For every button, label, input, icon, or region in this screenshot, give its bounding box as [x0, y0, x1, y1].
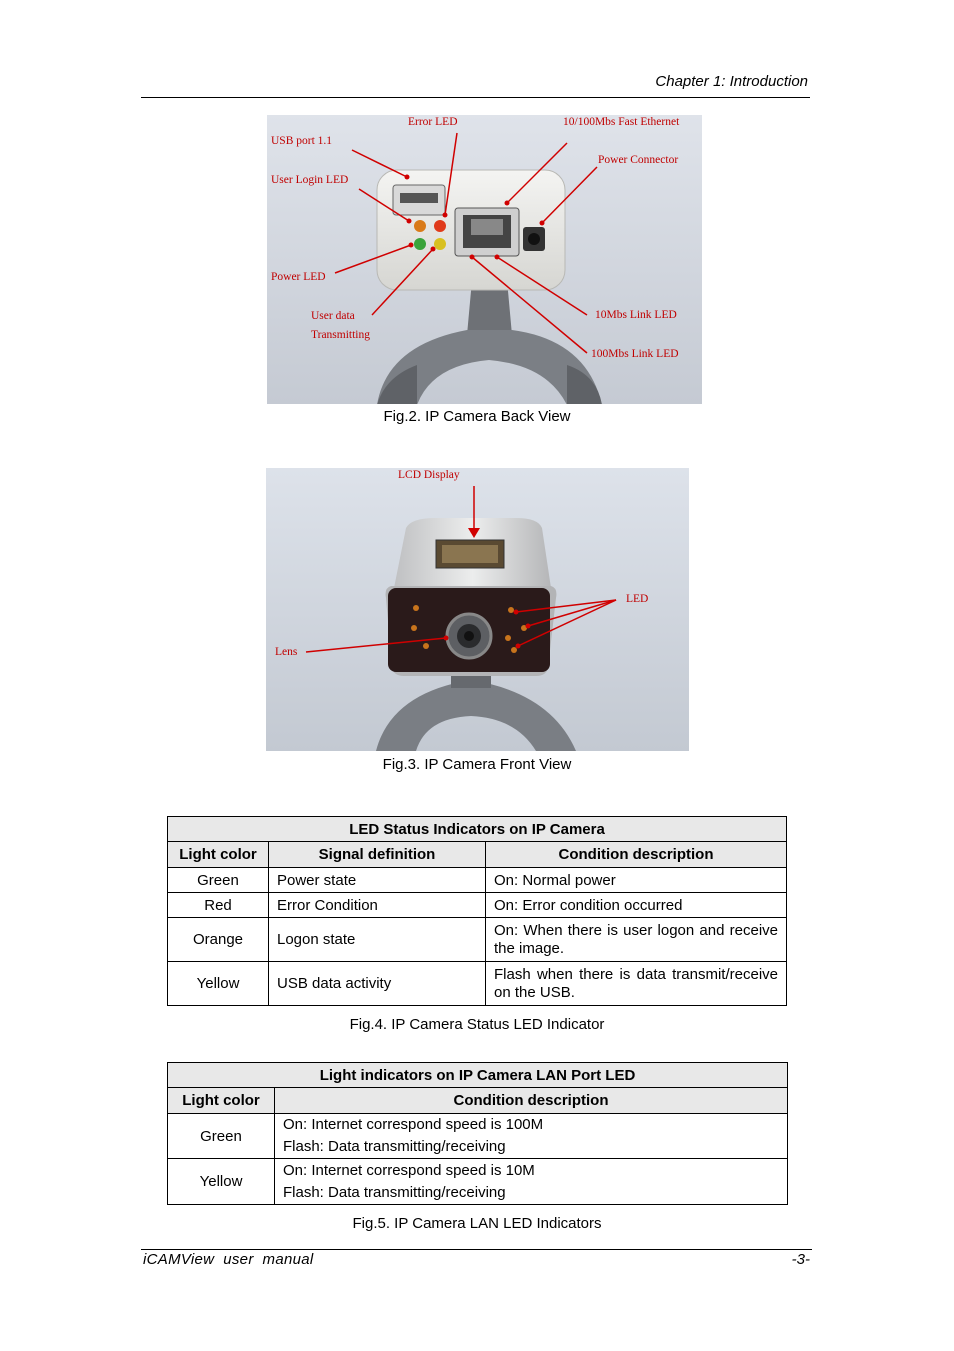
fig4-caption: Fig.4. IP Camera Status LED Indicator: [349, 1016, 605, 1033]
led-header-color: Light color: [168, 842, 269, 868]
lan-row-on-text: On: Internet correspond speed is 100M: [283, 1116, 544, 1133]
table-row: [168, 868, 787, 893]
callout-lens: Lens: [275, 646, 298, 658]
led-row-color: Red: [168, 893, 269, 918]
led-status-table: [167, 816, 787, 1006]
callout-power-connector: Power Connector: [598, 154, 679, 166]
lan-header-color: Light color: [168, 1088, 275, 1114]
callout-lcd-display: LCD Display: [398, 469, 460, 481]
fig2-caption: Fig.2. IP Camera Back View: [383, 408, 571, 425]
lan-led-table: [167, 1062, 788, 1205]
footer-manual-title: iCAMView user manual: [143, 1251, 314, 1268]
table-row: [168, 1114, 788, 1159]
lan-row-flash-text: Flash: Data transmitting/receiving: [283, 1183, 506, 1201]
led-row-condition: On: Error condition occurred: [486, 893, 787, 918]
callout-error-led: Error LED: [408, 116, 458, 128]
led-row-color: Yellow: [168, 962, 269, 1006]
callout-usb-port: USB port 1.1: [271, 135, 333, 147]
led-row-signal: Error Condition: [269, 893, 486, 918]
led-row-signal: Logon state: [269, 918, 486, 962]
lan-row-on-text: On: Internet correspond speed is 10M: [283, 1161, 535, 1179]
lan-row-color: Green: [168, 1114, 275, 1159]
callout-fast-ethernet: 10/100Mbs Fast Ethernet: [563, 116, 680, 128]
lan-row-flash-text: Flash: Data transmitting/receiving: [283, 1138, 506, 1155]
front-view-illustration: [266, 468, 689, 751]
callout-100mbs-link-led: 100Mbs Link LED: [591, 348, 679, 360]
callout-user-login-led: User Login LED: [271, 174, 349, 186]
callout-10mbs-link-led: 10Mbs Link LED: [595, 309, 677, 321]
lan-row-condition: [275, 1159, 788, 1205]
led-row-signal: USB data activity: [269, 962, 486, 1006]
callout-led: LED: [626, 593, 649, 605]
led-row-condition: On: When there is user logon and receive the image.: [486, 918, 787, 962]
lan-header-condition: Condition description: [275, 1088, 788, 1114]
led-row-color: Orange: [168, 918, 269, 962]
fig5-caption: Fig.5. IP Camera LAN LED Indicators: [352, 1215, 602, 1232]
back-view-photo: [267, 115, 702, 404]
led-row-condition: On: Normal power: [486, 868, 787, 893]
footer-rule: [141, 1249, 812, 1250]
table-row: [168, 1159, 788, 1205]
page-number: -3-: [791, 1251, 810, 1268]
fig3-caption: Fig.3. IP Camera Front View: [382, 756, 572, 773]
led-row-condition: Flash when there is data transmit/receive on the USB.: [486, 962, 787, 1006]
table-row: [168, 893, 787, 918]
table-row: [168, 962, 787, 1006]
led-row-signal: Power state: [269, 868, 486, 893]
lan-row-condition: [275, 1114, 788, 1159]
front-view-photo: [266, 468, 689, 751]
lan-table-title: Light indicators on IP Camera LAN Port LED: [168, 1063, 788, 1088]
led-row-color: Green: [168, 868, 269, 893]
callout-transmitting: Transmitting: [311, 329, 371, 341]
led-table-title: LED Status Indicators on IP Camera: [168, 817, 787, 842]
led-header-condition: Condition description: [486, 842, 787, 868]
led-header-signal: Signal definition: [269, 842, 486, 868]
callout-power-led: Power LED: [271, 271, 326, 283]
chapter-header: Chapter 1: Introduction: [655, 73, 808, 90]
table-row: [168, 918, 787, 962]
callout-user-data: User data: [311, 310, 355, 322]
lan-row-color: Yellow: [168, 1159, 275, 1205]
header-rule: [141, 97, 810, 98]
